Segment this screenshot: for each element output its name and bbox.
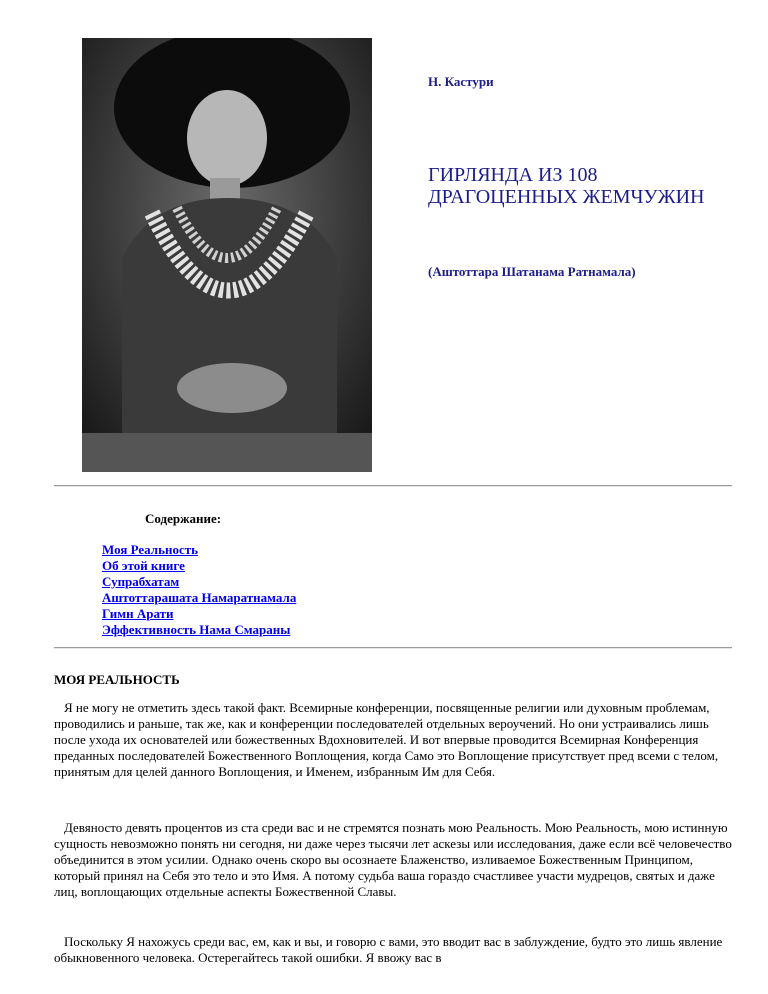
paragraph-1: Я не могу не отметить здесь такой факт. Всемирные конференции, посвященные религии или духовным проблемам, проводились и раньше, так же, как и конференции последователей отдельных вероучений. Но они устраивались лишь после ухода их основателей или божественных Вдохновителей. И вот впервые проводится Всемирная Конференция преданных последователей Божественного Воплощения, когда Само это Воплощение присутствует пред всеми с телом, принятым для целей данного Воплощения, и Именем, избранным Им для Себя. (54, 700, 719, 779)
toc-link-arati-hymn[interactable]: Гимн Арати (102, 606, 174, 621)
toc-item (102, 574, 296, 590)
toc-link-my-reality[interactable]: Моя Реальность (102, 542, 198, 557)
paragraph-3: Поскольку Я нахожусь среди вас, ем, как и вы, и говорю с вами, это вводит вас в заблуждение, будто это лишь явление обыкновенного человека. Остерегайтесь такой ошибки. Я ввожу вас в (54, 934, 723, 965)
toc-link-namaratnamala[interactable]: Аштоттарашата Намаратнамала (102, 590, 297, 605)
book-subtitle: (Аштоттара Шатанама Ратнамала) (428, 264, 636, 279)
divider-bottom (54, 647, 732, 649)
section-title: МОЯ РЕАЛЬНОСТЬ (54, 672, 180, 687)
author-name: Н. Кастури (428, 74, 494, 89)
toc-link-nama-smarana[interactable]: Эффективность Нама Смараны (102, 622, 291, 637)
portrait-photo (82, 38, 372, 472)
paragraph-2: Девяносто девять процентов из ста среди вас и не стремятся познать мою Реальность. Мою Реальность, мою истинную сущность невозможно понять ни сегодня, ни даже через тысячи лет аскезы или исследования, даже если всё человечество объединится в этом усилии. Однако очень скоро вы осознаете Блаженство, изливаемое Божественным Принципом, который принял на Себя это тело и это Имя. А потому судьба ваша гораздо счастливее участи мудрецов, святых и даже лиц, воплощающих отдельные аспекты Божественной Славы. (54, 820, 732, 899)
book-title: ГИРЛЯНДА ИЗ 108 ДРАГОЦЕННЫХ ЖЕМЧУЖИН (428, 164, 705, 208)
portrait-illustration (82, 38, 372, 472)
toc-item (102, 606, 296, 622)
toc-label: Содержание: (145, 511, 222, 526)
toc-list (102, 542, 296, 638)
divider-top (54, 485, 732, 487)
toc-item (102, 590, 296, 606)
toc-link-about-book[interactable]: Об этой книге (102, 558, 185, 573)
toc-item (102, 542, 296, 558)
toc-item (102, 558, 296, 574)
toc-link-suprabhatam[interactable]: Супрабхатам (102, 574, 180, 589)
toc-item (102, 622, 296, 638)
